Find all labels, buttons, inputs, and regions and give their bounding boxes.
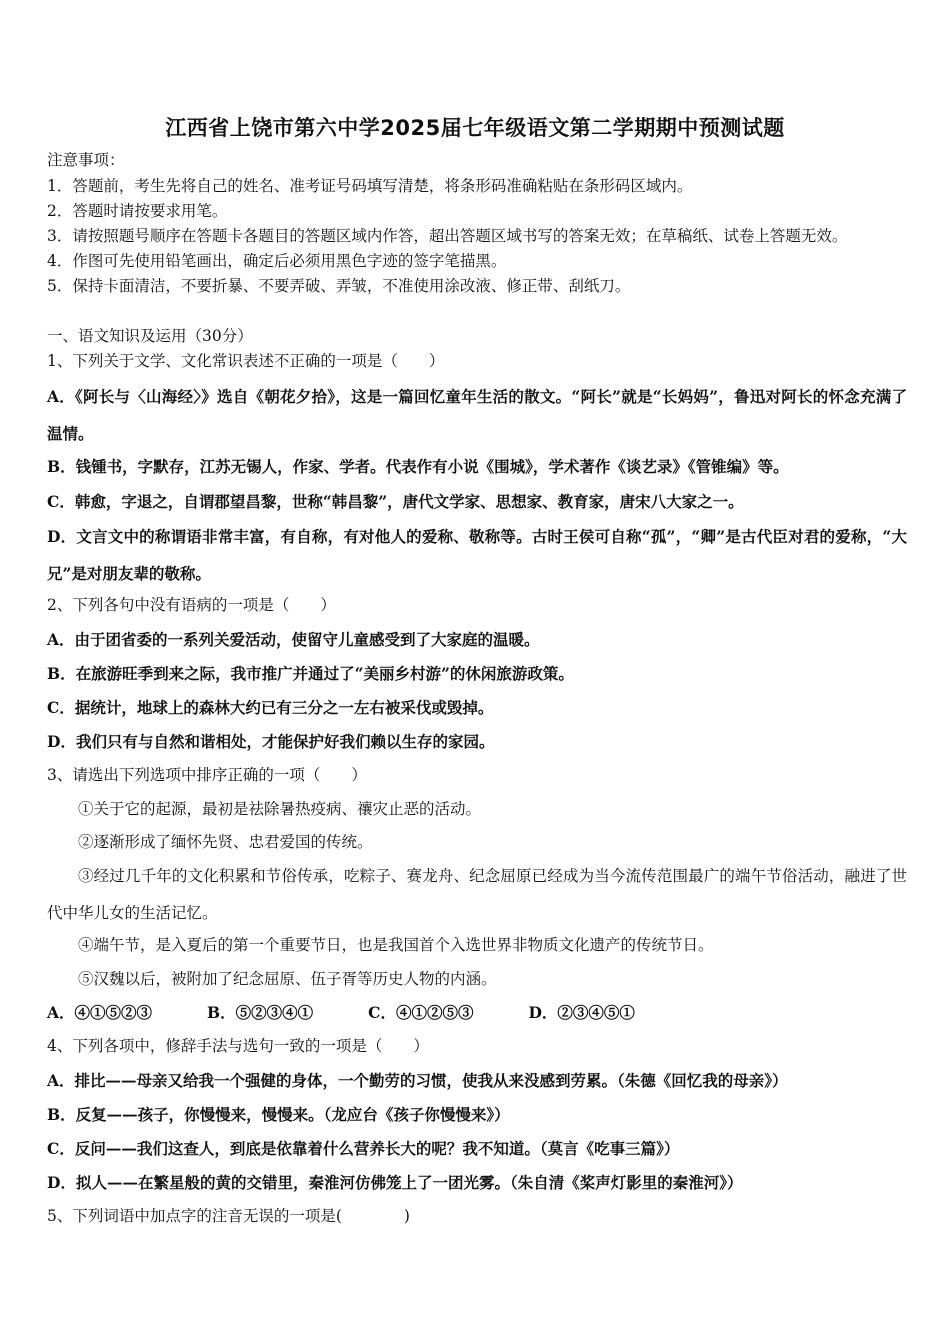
option: A．排比——母亲又给我一个强健的身体，一个勤劳的习惯，使我从来没感到劳累。（朱德《回忆我的母亲》）: [47, 1071, 788, 1090]
option: A．《阿长与〈山海经〉》选自《朝花夕拾》，这是一篇回忆童年生活的散文。“阿长”就是“长妈妈”，鲁迅对阿长的怀念充满了温情。: [47, 387, 907, 443]
option-row: [47, 994, 907, 1031]
notice-item: 4．作图可先使用铅笔画出，确定后必须用黑色字迹的签字笔描黑。: [47, 252, 507, 270]
option: B．反复——孩子，你慢慢来，慢慢来。（龙应台《孩子你慢慢来》）: [47, 1105, 510, 1124]
sentence: ①关于它的起源，最初是祛除暑热疫病、禳灾止恶的活动。: [78, 800, 482, 818]
option: C．韩愈，字退之，自谓郡望昌黎，世称“韩昌黎”，唐代文学家、思想家、教育家，唐宋八大家之一。: [47, 492, 744, 511]
option: B．钱锺书，字默存，江苏无锡人，作家、学者。代表作有小说《围城》，学术著作《谈艺录》《管锥编》等。: [47, 457, 789, 476]
option: D．拟人——在繁星般的黄的交错里，秦淮河仿佛笼上了一团光雾。（朱自清《桨声灯影里的秦淮河》）: [47, 1173, 743, 1192]
sentence: ④端午节，是入夏后的第一个重要节日，也是我国首个入选世界非物质文化遗产的传统节日。: [78, 936, 714, 954]
option: A．④①⑤②③: [47, 1003, 153, 1022]
sentence: ②逐渐形成了缅怀先贤、忠君爱国的传统。: [78, 833, 373, 851]
notice-heading: 注意事项：: [47, 151, 125, 169]
notice-item: 3．请按照题号顺序在答题卡各题目的答题区域内作答，超出答题区域书写的答案无效；在草稿纸、试卷上答题无效。: [47, 227, 848, 245]
question-stem: 1、下列关于文学、文化常识表述不正确的一项是（ ）: [47, 352, 445, 370]
section-heading: 一、语文知识及运用（30分）: [47, 327, 253, 345]
option: C．④①②⑤③: [368, 1003, 474, 1022]
option: C．据统计，地球上的森林大约已有三分之一左右被采伐或毁掉。: [47, 698, 494, 717]
page-title: 江西省上饶市第六中学2025届七年级语文第二学期期中预测试题: [165, 116, 785, 140]
option: B．在旅游旺季到来之际，我市推广并通过了“美丽乡村游”的休闲旅游政策。: [47, 664, 574, 683]
option: A．由于团省委的一系列关爱活动，使留守儿童感受到了大家庭的温暖。: [47, 630, 540, 649]
notice-item: 1．答题前，考生先将自己的姓名、准考证号码填写清楚，将条形码准确粘贴在条形码区域内。: [47, 177, 693, 195]
option: D．文言文中的称谓语非常丰富，有自称，有对他人的爱称、敬称等。古时王侯可自称“孤”，“卿”是古代臣对君的爱称，“大兄”是对朋友辈的敬称。: [47, 527, 907, 583]
option: C．反问——我们这查人，到底是依靠着什么营养长大的呢？我不知道。（莫言《吃事三篇》）: [47, 1139, 680, 1158]
question-stem: 3、请选出下列选项中排序正确的一项（ ）: [47, 766, 367, 784]
notice-item: 5．保持卡面清洁，不要折暴、不要弄破、弄皱，不准使用涂改液、修正带、刮纸刀。: [47, 277, 631, 295]
question-stem: 5、下列词语中加点字的注音无误的一项是( ): [47, 1207, 410, 1225]
question-stem: 2、下列各句中没有语病的一项是（ ）: [47, 596, 336, 614]
option: D．②③④⑤①: [528, 1003, 635, 1022]
sentence: ⑤汉魏以后，被附加了纪念屈原、伍子胥等历史人物的内涵。: [78, 970, 497, 988]
notice-item: 2．答题时请按要求用笔。: [47, 202, 228, 220]
option: B．⑤②③④①: [207, 1003, 314, 1022]
sentence: ③经过几千年的文化积累和节俗传承，吃粽子、赛龙舟、纪念屈原已经成为当今流传范围最广的端午节俗活动，融进了世代中华儿女的生活记忆。: [47, 867, 907, 922]
question-stem: 4、下列各项中，修辞手法与选句一致的一项是（ ）: [47, 1037, 429, 1055]
option: D．我们只有与自然和谐相处，才能保护好我们赖以生存的家园。: [47, 732, 495, 751]
